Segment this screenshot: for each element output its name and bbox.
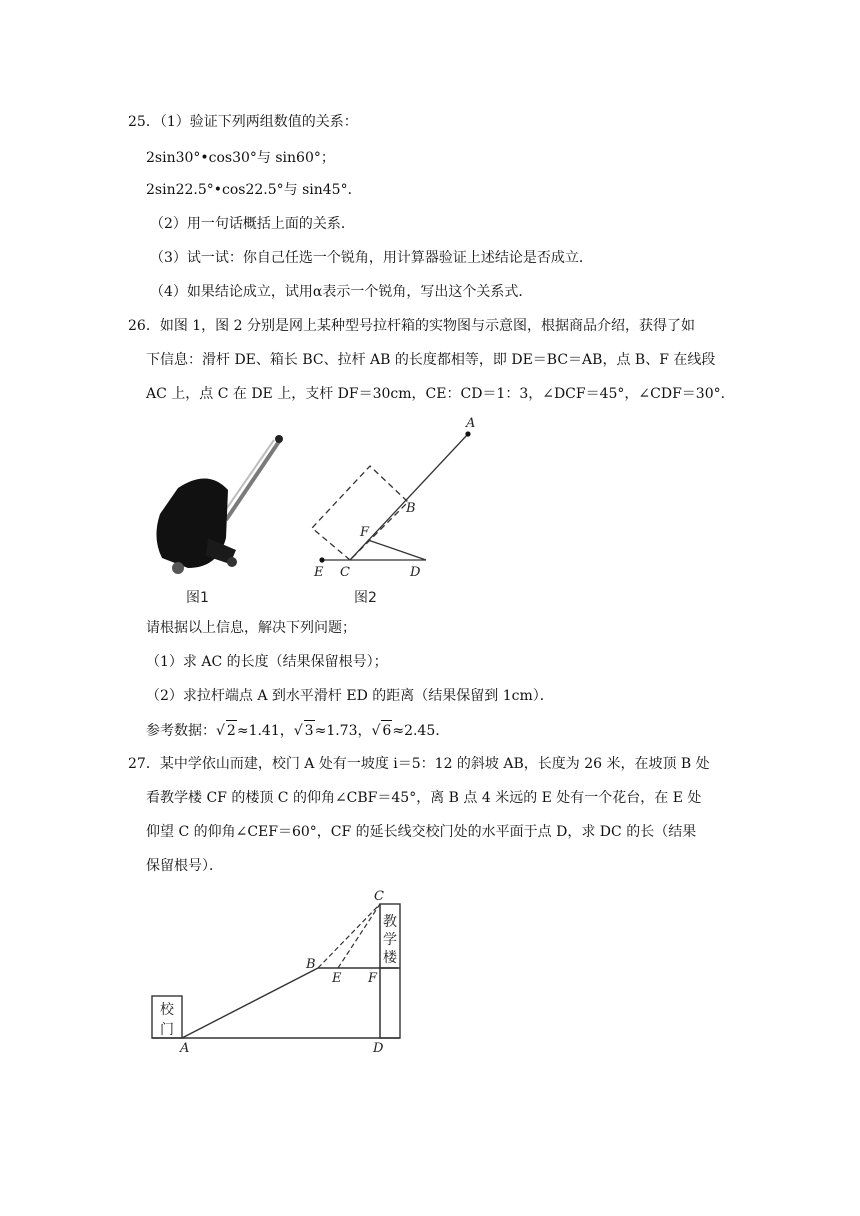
q25-expr1: 2sin30°•cos30°与 sin60°； — [146, 150, 335, 166]
label-F: F — [360, 525, 370, 540]
sight-EC — [338, 904, 380, 968]
segment-FD — [368, 540, 426, 560]
figure1-suitcase — [148, 428, 278, 608]
label-C: C — [340, 565, 350, 580]
slope-AB — [182, 968, 318, 1038]
suitcase-handle — [226, 440, 280, 520]
label-D: D — [410, 565, 421, 580]
q26-reference-data — [146, 720, 440, 741]
q25-part3: （3）试一试：你自己任选一个锐角，用计算器验证上述结论是否成立． — [150, 250, 593, 266]
label-A: A — [180, 1041, 190, 1056]
q27-line2: 看教学楼 CF 的楼顶 C 的仰角∠CBF＝45°，离 B 点 4 米远的 E 处有一个花台，在 E 处 — [146, 790, 702, 806]
sqrt-3: √ 3 — [294, 720, 315, 741]
q25-part2: （2）用一句话概括上面的关系． — [150, 216, 355, 232]
label-B: B — [306, 957, 316, 972]
label-C: C — [374, 889, 384, 904]
segment-AC — [350, 434, 468, 560]
sight-BC — [318, 904, 380, 968]
q27-line3: 仰望 C 的仰角∠CEF＝60°，CF 的延长线交校门处的水平面于点 D，求 DC 的长（结果 — [146, 824, 697, 840]
figure1-caption: 图1 — [186, 590, 209, 606]
reference-value-3: ≈2.45. — [392, 723, 440, 739]
figure-slope-building — [148, 886, 408, 1062]
building-char-2: 学 — [383, 932, 397, 948]
sqrt-2: √ 2 — [216, 720, 237, 741]
q25-intro: 25．（1）验证下列两组数值的关系： — [128, 114, 358, 130]
building-char-3: 楼 — [383, 950, 397, 966]
reference-value-2: ≈1.73， — [314, 723, 372, 739]
figure2-caption: 图2 — [354, 590, 377, 606]
label-D: D — [373, 1041, 384, 1056]
q26-line3: AC 上，点 C 在 DE 上，支杆 DF＝30cm，CE：CD＝1：3，∠DCF＝45°，∠CDF＝30°． — [146, 386, 735, 402]
sqrt-6: √ 6 — [372, 720, 393, 741]
q26-line2: 下信息：滑杆 DE、箱长 BC、拉杆 AB 的长度都相等，即 DE＝BC＝AB，点 B、F 在线段 — [146, 352, 716, 368]
reference-value-1: ≈1.41， — [236, 723, 294, 739]
label-B: B — [406, 501, 416, 516]
q26-part2: （2）求拉杆端点 A 到水平滑杆 ED 的距离（结果保留到 1cm）． — [146, 688, 554, 704]
q25-expr2: 2sin22.5°•cos22.5°与 sin45°． — [146, 182, 362, 198]
q27-line4: 保留根号）． — [146, 858, 223, 874]
building-char-1: 教 — [383, 914, 397, 930]
reference-prefix: 参考数据： — [146, 723, 216, 739]
label-E: E — [332, 971, 342, 986]
q25-part4: （4）如果结论成立，试用α表示一个锐角，写出这个关系式． — [150, 284, 533, 300]
q27-line1: 27．某中学依山而建，校门 A 处有一坡度 i＝5：12 的斜坡 AB，长度为 26 米，在坡顶 B 处 — [128, 756, 710, 772]
q26-line1: 26．如图 1，图 2 分别是网上某种型号拉杆箱的实物图与示意图，根据商品介绍，获得了如 — [128, 318, 695, 334]
label-E: E — [314, 565, 324, 580]
figure2-schematic — [300, 412, 480, 608]
label-F: F — [368, 971, 378, 986]
q26-prompt: 请根据以上信息，解决下列问题； — [146, 620, 356, 636]
label-A: A — [466, 416, 476, 431]
gate-char-1: 校 — [160, 1002, 174, 1018]
gate-char-2: 门 — [160, 1022, 174, 1038]
q26-part1: （1）求 AC 的长度（结果保留根号）； — [146, 654, 388, 670]
